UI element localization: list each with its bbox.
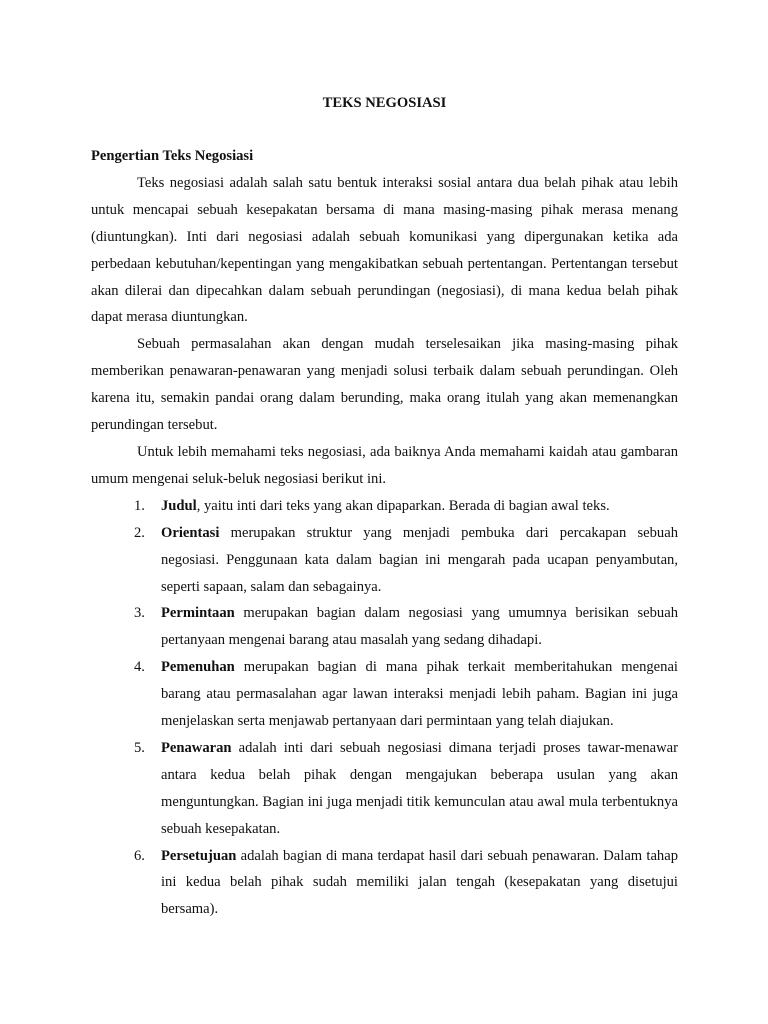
structure-list (91, 493, 678, 924)
list-item-text: , yaitu inti dari teks yang akan dipaparkan. Berada di bagian awal teks. (196, 497, 610, 514)
list-item-term: Permintaan (161, 605, 235, 622)
list-item-judul (91, 493, 678, 520)
list-item-text: merupakan bagian dalam negosiasi yang umumnya berisikan sebuah pertanyaan mengenai barang atau masalah yang sedang dihadapi. (161, 605, 678, 649)
list-item-number: 4. (134, 659, 145, 676)
list-item-number: 3. (134, 605, 145, 622)
list-item-penawaran (91, 735, 678, 843)
list-item-term: Judul (161, 497, 197, 514)
list-item-text: adalah bagian di mana terdapat hasil dari sebuah penawaran. Dalam tahap ini kedua belah pihak sudah memiliki jalan tengah (kesepakatan yang disetujui bersama). (161, 847, 678, 918)
list-item-number: 5. (134, 739, 145, 756)
list-item-orientasi (91, 520, 678, 601)
list-item-permintaan (91, 600, 678, 654)
list-item-pemenuhan (91, 654, 678, 735)
document-page (91, 90, 678, 923)
list-item-number: 1. (134, 497, 145, 514)
list-item-term: Penawaran (161, 739, 232, 756)
paragraph-introduction-to-list: Untuk lebih memahami teks negosiasi, ada baiknya Anda memahami kaidah atau gambaran umum mengenai seluk-beluk negosiasi berikut ini. (91, 443, 678, 487)
paragraph-definition: Teks negosiasi adalah salah satu bentuk interaksi sosial antara dua belah pihak atau lebih untuk mencapai sebuah kesepakatan bersama di mana masing-masing pihak merasa menang (diuntungkan). Inti dari negosiasi adalah sebuah komunikasi yang dipergunakan ketika ada perbedaan kebutuhan/kepentingan yang mengakibatkan sebuah pertentangan. Pertentangan tersebut akan dilerai dan dipecahkan dalam sebuah perundingan (negosiasi), di mana kedua belah pihak dapat merasa diuntungkan. (91, 174, 678, 326)
list-item-text: merupakan struktur yang menjadi pembuka dari percakapan sebuah negosiasi. Penggunaan kata dalam bagian ini mengarah pada ucapan penyambutan, seperti sapaan, salam dan sebagainya. (161, 524, 678, 595)
list-item-text: adalah inti dari sebuah negosiasi dimana terjadi proses tawar-menawar antara kedua belah pihak dengan mengajukan beberapa usulan yang akan menguntungkan. Bagian ini juga menjadi titik kemunculan atau awal mula terbentuknya sebuah kesepakatan. (161, 739, 678, 837)
list-item-number: 6. (134, 847, 145, 864)
list-item-number: 2. (134, 524, 145, 541)
list-item-term: Pemenuhan (161, 659, 235, 676)
paragraph-problem-solving: Sebuah permasalahan akan dengan mudah terselesaikan jika masing-masing pihak memberikan penawaran-penawaran yang menjadi solusi terbaik dalam sebuah perundingan. Oleh karena itu, semakin pandai orang dalam berunding, maka orang itulah yang akan memenangkan perundingan tersebut. (91, 336, 678, 434)
list-item-term: Orientasi (161, 524, 220, 541)
list-item-term: Persetujuan (161, 847, 237, 864)
document-title: TEKS NEGOSIASI (322, 95, 447, 111)
section-heading: Pengertian Teks Negosiasi (91, 148, 254, 164)
list-item-text: merupakan bagian di mana pihak terkait memberitahukan mengenai barang atau permasalahan agar lawan interaksi menjadi lebih paham. Bagian ini juga menjelaskan serta menjawab pertanyaan dari permintaan yang telah diajukan. (161, 659, 678, 730)
list-item-persetujuan (91, 843, 678, 924)
